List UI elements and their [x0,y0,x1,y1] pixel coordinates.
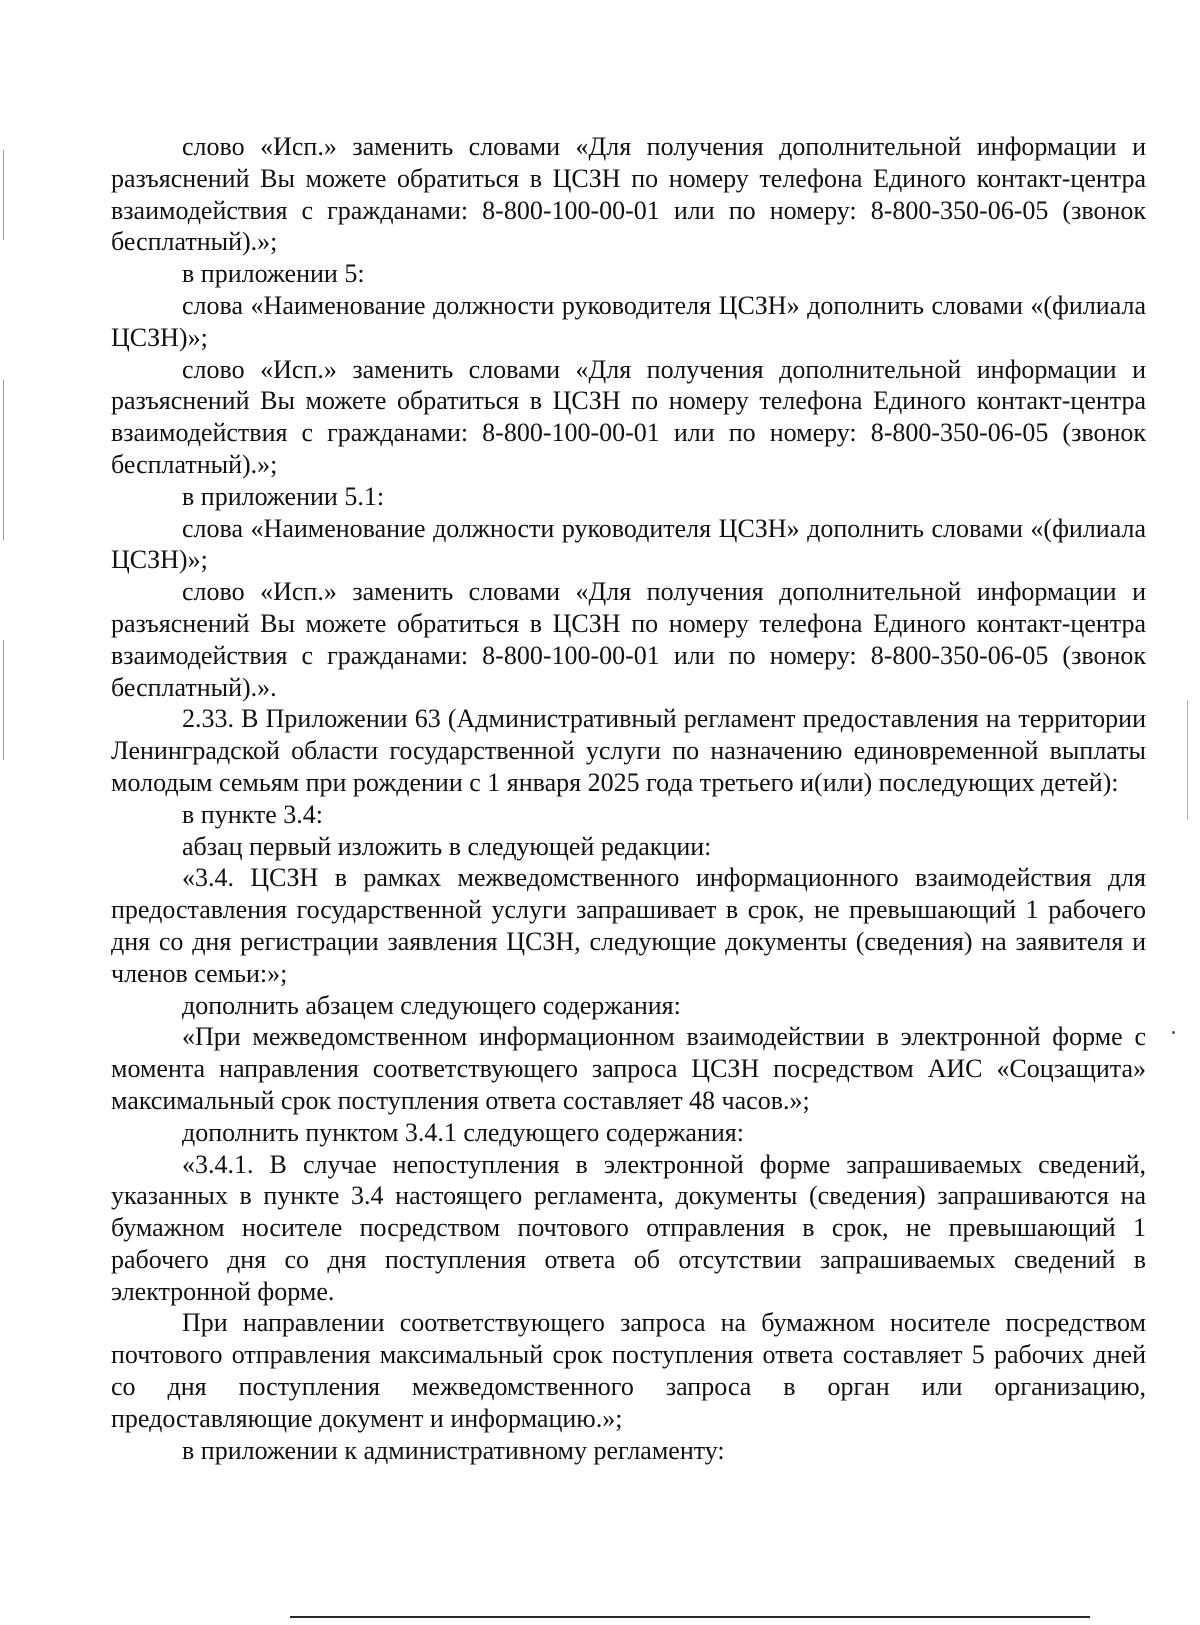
paragraph: слова «Наименование должности руководителя ЦСЗН» дополнить словами «(филиала ЦСЗН)»; [111,513,1146,575]
paragraph: в приложении 5.1: [182,481,385,511]
scan-right-mark [1187,700,1188,820]
paragraph: слова «Наименование должности руководителя ЦСЗН» дополнить словами «(филиала ЦСЗН)»; [111,290,1146,352]
paragraph: «При межведомственном информационном взаимодействии в электронной форме с момента направления соответствующего запроса ЦСЗН посредством АИС «Соцзащита» максимальный срок поступления ответа составляет 48 часов.»; [111,1022,1146,1115]
scan-margin-mark [3,640,4,760]
paragraph: 2.33. В Приложении 63 (Административный регламент предоставления на территории Ленинградской области государственной услуги по назначению единовременной выплаты молодым семьям при рождении с 1 января 2025 года третьего и(или) последующих детей): [111,704,1146,797]
paragraph: «3.4. ЦСЗН в рамках межведомственного информационного взаимодействия для предоставления государственной услуги запрашивает в срок, не превышающий 1 рабочего дня со дня регистрации заявления ЦСЗН, следующие документы (сведения) на заявителя и членов семьи:»; [111,863,1146,988]
scan-bottom-edge [290,1616,1090,1618]
paragraph: слово «Исп.» заменить словами «Для получения дополнительной информации и разъяснений Вы можете обратиться в ЦСЗН по номеру телефона Единого контакт-центра взаимодействия с гражданами: 8-800-100-00-01 или по номеру: 8-800-350-06-05 (звонок бесплатный).»; [111,132,1146,257]
paragraph: «3.4.1. В случае непоступления в электронной форме запрашиваемых сведений, указанных в пункте 3.4 настоящего регламента, документы (сведения) запрашиваются на бумажном носителе посредством почтового отправления в срок, не превышающий 1 рабочего дня со дня поступления ответа об отсутствии запрашиваемых сведений в электронной форме. [111,1149,1146,1306]
scan-speck [1172,1031,1175,1034]
paragraph: дополнить абзацем следующего содержания: [182,990,681,1020]
paragraph: в приложении 5: [182,259,365,289]
document-body [111,131,1146,1466]
scan-margin-mark [3,150,4,240]
paragraph: При направлении соответствующего запроса на бумажном носителе посредством почтового отправления максимальный срок поступления ответа составляет 5 рабочих дней со дня поступления межведомственного запроса в орган или организацию, предоставляющие документ и информацию.»; [111,1308,1146,1433]
paragraph: абзац первый изложить в следующей редакции: [182,831,712,861]
paragraph: в приложении к административному регламенту: [182,1435,725,1465]
paragraph: дополнить пунктом 3.4.1 следующего содержания: [182,1117,744,1147]
paragraph: слово «Исп.» заменить словами «Для получения дополнительной информации и разъяснений Вы можете обратиться в ЦСЗН по номеру телефона Единого контакт-центра взаимодействия с гражданами: 8-800-100-00-01 или по номеру: 8-800-350-06-05 (звонок бесплатный).»; [111,354,1146,479]
paragraph: в пункте 3.4: [182,799,324,829]
paragraph: слово «Исп.» заменить словами «Для получения дополнительной информации и разъяснений Вы можете обратиться в ЦСЗН по номеру телефона Единого контакт-центра взаимодействия с гражданами: 8-800-100-00-01 или по номеру: 8-800-350-06-05 (звонок бесплатный).». [111,577,1146,702]
scan-margin-mark [3,380,4,540]
